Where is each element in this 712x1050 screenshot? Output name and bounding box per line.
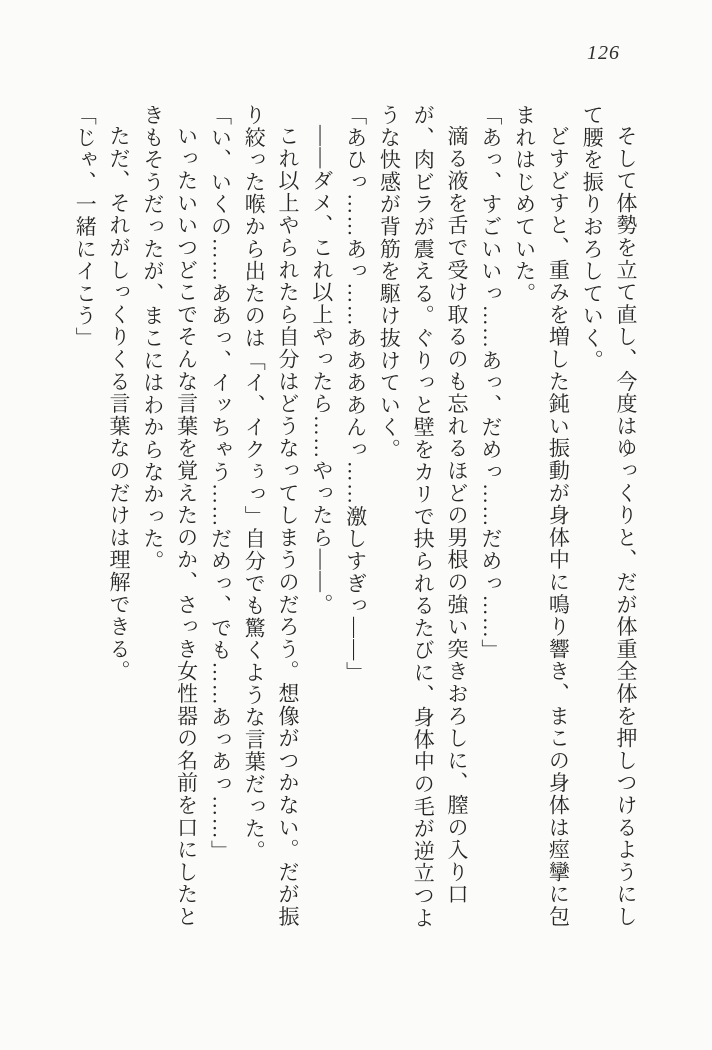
- page-number: 126: [587, 42, 620, 64]
- paragraph: 「あひっ……あっ……ああああんっ……激しすぎっ――」: [343, 104, 368, 684]
- paragraph: これ以上やられたら自分はどうなってしまうのだろう。想像がつかない。だが振り絞った喉から出たのは「イ、イクぅっ」自分でも驚くような言葉だった。: [242, 104, 301, 928]
- paragraph: ただ、それがしっくりくる言葉なのだけは理解できる。: [107, 125, 132, 683]
- paragraph: 滴る液を舌で受け取るのも忘れるほどの男根の強い突きおろしに、膣の入り口が、肉ビラが震える。ぐりっと壁をカリで抉られるたびに、身体中の毛が逆立つような快感が背筋を駆け抜けていく。: [377, 104, 470, 930]
- paragraph: ――ダメ、これ以上やったら……やったら――。: [309, 125, 334, 616]
- paragraph: 「あっ、すごいいっ……あっ、だめっ……だめっ……」: [478, 104, 503, 662]
- paragraph: そして体勢を立て直し、今度はゆっくりと、だが体重全体を押しつけるようにして腰を振りおろしていく。: [580, 104, 638, 928]
- text-body: [66, 104, 642, 944]
- paragraph: いったいいつどこでそんな言葉を覚えたのか、さっき女性器の名前を口にしたときもそうだったが、まこにはわからなかった。: [140, 104, 199, 928]
- paragraph: 「じゃ、一緒にイこう」: [73, 104, 98, 350]
- paragraph: 「い、いくの……ああっ、イッちゃう……だめっ、でも……あっあっ……」: [208, 104, 233, 863]
- paragraph: どすどすと、重みを増した鈍い振動が身体中に鳴り響き、まこの身体は痙攣に包まれはじめていた。: [512, 104, 571, 928]
